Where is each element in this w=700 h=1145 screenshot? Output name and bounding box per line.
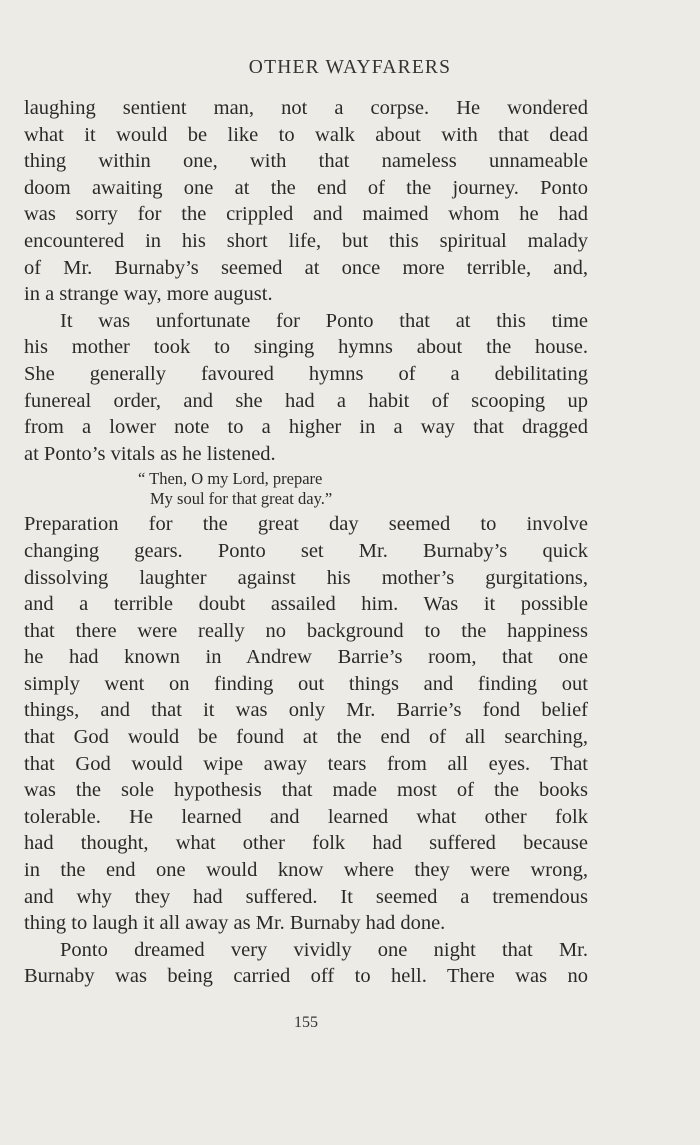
text-line: simply went on finding out things and finding out — [24, 672, 588, 695]
text-line: was sorry for the crippled and maimed whom he had — [24, 203, 588, 226]
text-line: he had known in Andrew Barrie’s room, that one — [24, 646, 588, 669]
verse-line: “ Then, O my Lord, prepare — [138, 469, 323, 489]
text-line: that there were really no background to the happiness — [24, 619, 588, 642]
text-line: in the end one would know where they were wrong, — [24, 859, 588, 882]
text-line: of Mr. Burnaby’s seemed at once more terrible, and, — [24, 256, 588, 279]
verse-line: My soul for that great day.” — [150, 489, 333, 509]
text-line: doom awaiting one at the end of the journey. Ponto — [24, 176, 588, 199]
text-line: dissolving laughter against his mother’s gurgitations, — [24, 566, 588, 589]
running-head: OTHER WAYFARERS — [248, 57, 452, 78]
text-line: was the sole hypothesis that made most of the books — [24, 779, 588, 802]
text-line: It was unfortunate for Ponto that at this time — [60, 309, 588, 332]
text-line: Preparation for the great day seemed to involve — [24, 513, 588, 536]
text-line: and a terrible doubt assailed him. Was it possible — [24, 593, 588, 616]
text-line: what it would be like to walk about with that dead — [24, 123, 588, 146]
text-line: and why they had suffered. It seemed a tremendous — [24, 885, 588, 908]
text-line: Burnaby was being carried off to hell. There was no — [24, 965, 588, 988]
text-line: funereal order, and she had a habit of scooping up — [24, 389, 588, 412]
text-line: things, and that it was only Mr. Barrie’s fond belief — [24, 699, 588, 722]
text-line: laughing sentient man, not a corpse. He wondered — [24, 97, 588, 119]
text-line: thing within one, with that nameless unnameable — [24, 150, 588, 173]
text-line: Ponto dreamed very vividly one night that Mr. — [60, 938, 588, 961]
text-line: changing gears. Ponto set Mr. Burnaby’s quick — [24, 539, 588, 562]
text-line: She generally favoured hymns of a debilitating — [24, 362, 588, 385]
page-number: 155 — [294, 1014, 318, 1031]
text-line: that God would be found at the end of all searching, — [24, 726, 588, 749]
text-line: thing to laugh it all away as Mr. Burnaby had done. — [24, 912, 446, 935]
text-line: had thought, what other folk had suffered because — [24, 832, 588, 855]
text-line: that God would wipe away tears from all eyes. That — [24, 752, 588, 775]
text-line: his mother took to singing hymns about the house. — [24, 336, 588, 359]
body-text — [24, 95, 588, 990]
text-line: encountered in his short life, but this spiritual malady — [24, 229, 588, 252]
text-line: tolerable. He learned and learned what other folk — [24, 805, 588, 828]
text-line: in a strange way, more august. — [24, 283, 273, 306]
text-line: at Ponto’s vitals as he listened. — [24, 442, 276, 465]
text-line: from a lower note to a higher in a way that dragged — [24, 416, 588, 439]
